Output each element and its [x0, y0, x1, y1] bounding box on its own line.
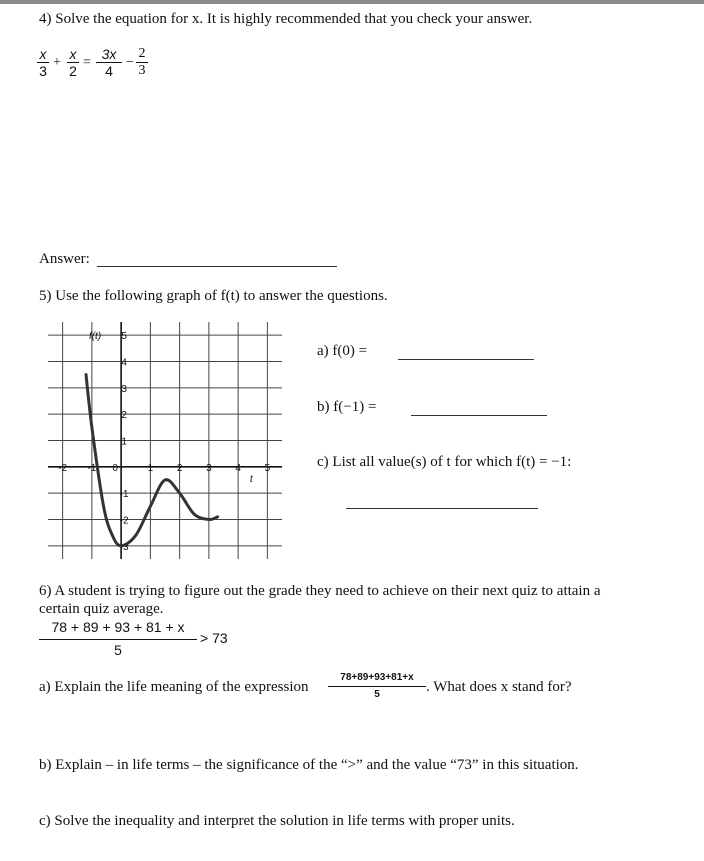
eq-term3 — [96, 46, 122, 79]
eq-term2 — [67, 46, 79, 79]
q6-part-a-post: . What does x stand for? — [426, 679, 572, 695]
x-tick-label: -1 — [87, 462, 97, 474]
eq-term2-num: x — [69, 46, 77, 62]
x-tick-label: 3 — [206, 462, 212, 474]
y-tick-label: 1 — [121, 436, 127, 448]
q4-prompt: 4) Solve the equation for x. It is highly recommended that you check your answer. — [39, 11, 533, 27]
x-tick-label: 5 — [264, 462, 271, 474]
x-tick-label: 1 — [147, 462, 154, 474]
answer-label: Answer: — [39, 251, 90, 267]
q6-prompt-line2: certain quiz average. — [39, 601, 164, 617]
eq-term1 — [37, 46, 49, 79]
q6-part-a-numerator: 78+89+93+81+x — [340, 672, 414, 683]
q5-part-a: a) f(0) = — [317, 343, 368, 359]
x-tick-label: -2 — [58, 462, 68, 474]
y-tick-label: 5 — [121, 331, 127, 343]
q5-part-a-blank[interactable] — [398, 358, 534, 360]
y-tick-label: -1 — [119, 489, 129, 501]
eq-term4-den: 3 — [136, 62, 148, 79]
q6-prompt-line1: 6) A student is trying to figure out the grade they need to achieve on their next quiz to attain a — [39, 583, 601, 599]
q5-prompt: 5) Use the following graph of f(t) to answer the questions. — [39, 288, 388, 304]
inequality-fraction-bar — [39, 639, 197, 640]
q6-part-c: c) Solve the inequality and interpret the solution in life terms with proper units. — [39, 813, 515, 829]
y-axis-label: f(t) — [88, 331, 102, 343]
x-tick-label: 2 — [176, 462, 183, 474]
eq-term4 — [136, 46, 148, 79]
x-tick-label: 4 — [235, 462, 241, 474]
q5-part-b: b) f(−1) = — [317, 399, 377, 415]
eq-term3-den: 4 — [96, 62, 122, 79]
eq-term1-den: 3 — [37, 62, 49, 79]
q6-part-a-fraction-bar — [328, 686, 426, 687]
answer-blank[interactable] — [97, 265, 337, 267]
q5-part-b-blank[interactable] — [411, 414, 547, 416]
function-graph — [40, 318, 290, 563]
eq-term3-num: 3x — [101, 46, 117, 62]
q5-part-c-blank[interactable] — [346, 507, 538, 509]
q6-part-a-denominator: 5 — [374, 689, 380, 700]
eq-plus: + — [53, 55, 61, 70]
x-tick-label: 0 — [112, 462, 118, 474]
q6-part-b: b) Explain – in life terms – the significance of the “>” and the value “73” in this situation. — [39, 757, 579, 773]
y-tick-label: -2 — [119, 515, 129, 527]
inequality-rhs: > 73 — [200, 630, 228, 646]
eq-term4-num: 2 — [138, 46, 146, 61]
y-tick-label: 4 — [121, 357, 127, 369]
y-tick-label: 2 — [121, 410, 127, 422]
eq-term2-den: 2 — [67, 62, 79, 79]
inequality-denominator: 5 — [114, 642, 122, 658]
q5-part-c: c) List all value(s) of t for which f(t) = −1: — [317, 454, 572, 470]
y-tick-label: 3 — [121, 383, 127, 395]
y-tick-label: -3 — [119, 541, 129, 553]
page-top-border — [0, 0, 704, 4]
eq-minus: − — [126, 55, 134, 70]
eq-equals: = — [83, 55, 91, 70]
eq-term1-num: x — [39, 46, 47, 62]
x-axis-label: t — [249, 473, 253, 485]
f-curve — [86, 375, 218, 546]
q6-part-a-pre: a) Explain the life meaning of the expression — [39, 679, 309, 695]
inequality-numerator: 78 + 89 + 93 + 81 + x — [51, 619, 185, 635]
